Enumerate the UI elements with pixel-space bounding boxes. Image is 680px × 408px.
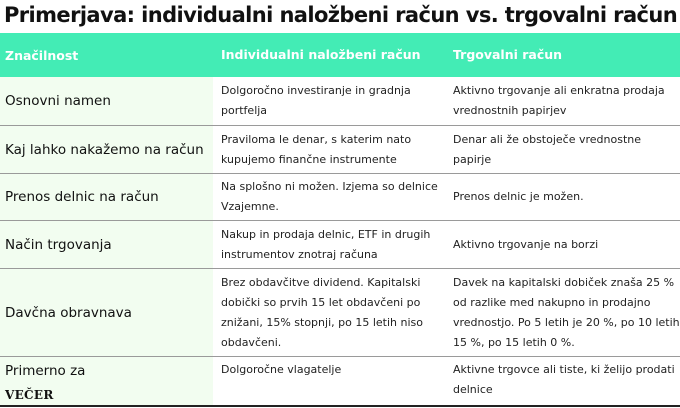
table-row [0,77,680,126]
row-label: Davčna obravnava [0,269,213,356]
individual-cell: Dolgoročne vlagatelje [221,363,342,376]
header-trading-account: Trgovalni račun [453,47,563,62]
row-label: Prenos delnic na račun [0,174,213,220]
trading-cell: Aktivno trgovanje na borzi [453,237,599,251]
row-label: Osnovni namen [0,77,213,125]
row-label-cell [0,357,213,405]
row-label: Kaj lahko nakažemo na račun [0,126,213,173]
header-feature: Značilnost [5,47,79,63]
trading-cell: Aktivno trgovanje ali enkratna prodaja vrednostnih papirjev [453,84,665,117]
row-label: Primerno za [5,363,86,379]
table-row [0,126,680,174]
trading-cell: Aktivne trgovce ali tiste, ki želijo prodati delnice [453,363,675,396]
table-row [0,269,680,357]
trading-cell: Davek na kapitalski dobiček znaša 25 % od razlike med nakupno in prodajno vrednostjo. Po 5 letih je 20 %, po 10 letih 15 %, po 15 letih 0 %. [453,275,680,349]
trading-cell: Denar ali že obstoječe vrednostne papirje [453,132,642,166]
table-row [0,174,680,221]
page-title: Primerjava: individualni naložbeni račun vs. trgovalni račun [4,3,678,27]
individual-cell: Na splošno ni možen. Izjema so delnice Vzajemne. [221,180,438,213]
comparison-table [0,33,680,407]
individual-cell: Praviloma le denar, s katerim nato kupujemo finančne instrumente [221,132,412,166]
table-row [0,357,680,407]
table-header [0,33,680,77]
vecer-logo: VEČER [5,388,54,402]
individual-cell: Brez obdavčitve dividend. Kapitalski dobički so prvih 15 let obdavčeni po znižani, 15% stopnji, po 15 letih niso obdavčeni. [221,275,423,349]
individual-cell: Nakup in prodaja delnic, ETF in drugih instrumentov znotraj računa [221,227,431,261]
header-individual-account: Individualni naložbeni račun [221,47,421,62]
table-row [0,221,680,269]
trading-cell: Prenos delnic je možen. [453,190,584,203]
row-label: Način trgovanja [0,221,213,268]
individual-cell: Dolgoročno investiranje in gradnja portfelja [221,84,411,117]
